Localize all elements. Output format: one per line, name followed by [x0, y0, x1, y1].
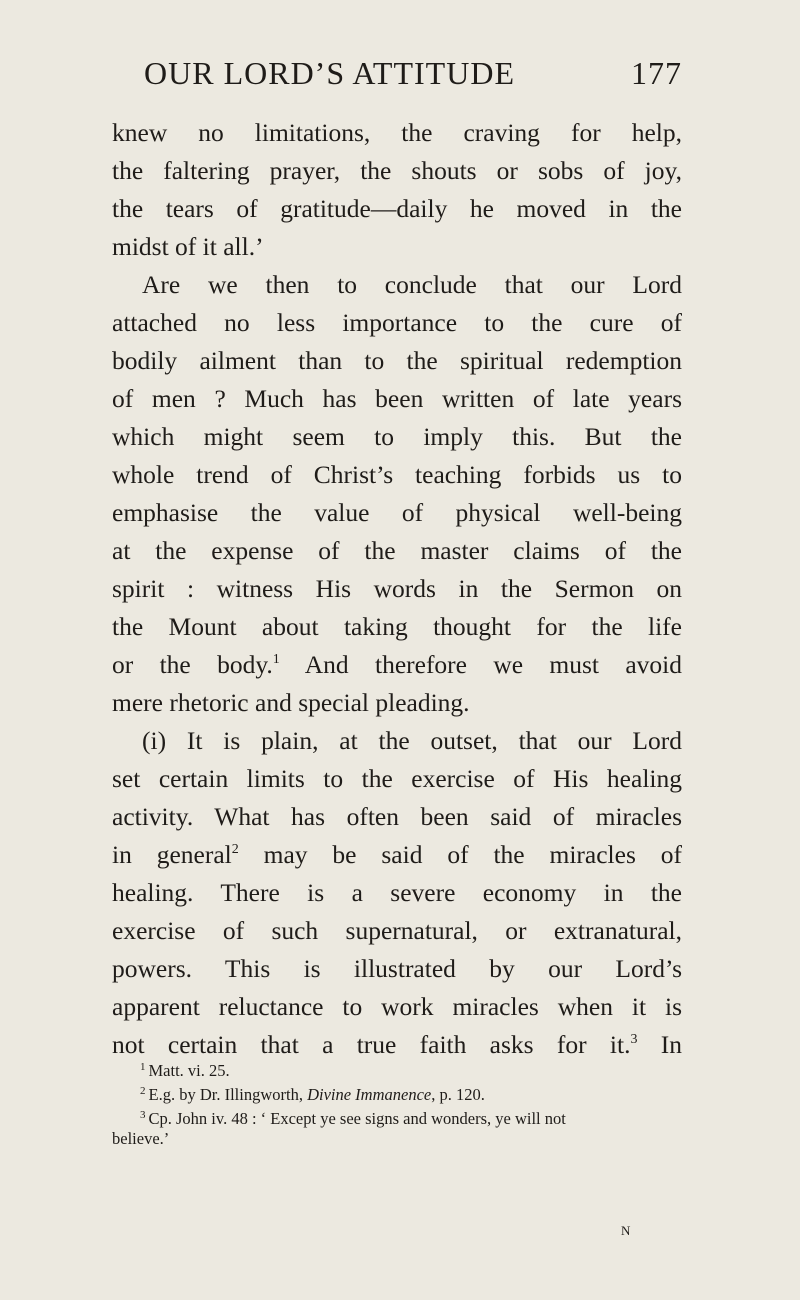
- signature-mark: N: [621, 1223, 632, 1238]
- footnote-text: E.g. by Dr. Illingworth,: [148, 1085, 308, 1104]
- text-line: at the expense of the master claims of the: [112, 536, 682, 565]
- footnote-reference: 3: [630, 1032, 638, 1047]
- running-head: [112, 55, 682, 95]
- body-text: [112, 114, 682, 1064]
- footnote: [112, 1079, 682, 1103]
- footnote-number: 2: [140, 1085, 146, 1097]
- text-line: of men ? Much has been written of late years: [112, 384, 682, 413]
- text-line: the faltering prayer, the shouts or sobs of joy,: [112, 156, 682, 185]
- text-segment: not certain that a true faith asks for it.: [112, 1030, 631, 1059]
- footnote-reference: 1: [272, 652, 280, 667]
- paragraph-start-line: (i) It is plain, at the outset, that our Lord: [142, 726, 682, 755]
- text-line: mere rhetoric and special pleading.: [112, 688, 470, 717]
- text-line: emphasise the value of physical well-being: [112, 498, 682, 527]
- text-line: healing. There is a severe economy in the: [112, 878, 682, 907]
- text-line: bodily ailment than to the spiritual redemption: [112, 346, 682, 375]
- footnote: [112, 1055, 682, 1079]
- text-line: [112, 646, 682, 684]
- footnote-continuation: believe.’: [112, 1129, 170, 1148]
- text-segment: or the body.: [112, 650, 273, 679]
- text-line: set certain limits to the exercise of His healing: [112, 764, 682, 793]
- text-line: exercise of such supernatural, or extranatural,: [112, 916, 682, 945]
- text-segment: In: [637, 1030, 682, 1059]
- text-line: attached no less importance to the cure of: [112, 308, 682, 337]
- running-head-title: OUR LORD’S ATTITUDE: [144, 55, 515, 91]
- text-line: spirit : witness His words in the Sermon on: [112, 574, 682, 603]
- text-line: activity. What has often been said of miracles: [112, 802, 682, 831]
- footnotes: [112, 1055, 682, 1151]
- footnote-number: 3: [140, 1109, 146, 1121]
- paragraph-start-line: Are we then to conclude that our Lord: [142, 270, 682, 299]
- text-line: the Mount about taking thought for the life: [112, 612, 682, 641]
- text-line: apparent reluctance to work miracles when it is: [112, 992, 682, 1021]
- text-line: the tears of gratitude—daily he moved in the: [112, 194, 682, 223]
- footnote-text: Cp. John iv. 48 : ‘ Except ye see signs and wonders, ye will not: [148, 1109, 566, 1128]
- footnote-book-title: Divine Immanence: [307, 1085, 432, 1104]
- text-segment: And therefore we must avoid: [279, 650, 682, 679]
- footnote-reference: 2: [231, 842, 239, 857]
- footnote-text: , p. 120.: [431, 1085, 485, 1104]
- text-segment: in general: [112, 840, 232, 869]
- text-segment: may be said of the miracles of: [238, 840, 682, 869]
- text-line: whole trend of Christ’s teaching forbids us to: [112, 460, 682, 489]
- text-line: powers. This is illustrated by our Lord’s: [112, 954, 682, 983]
- footnote-text: Matt. vi. 25.: [148, 1061, 230, 1080]
- footnote: [112, 1103, 682, 1127]
- text-line: [112, 836, 682, 874]
- text-line: which might seem to imply this. But the: [112, 422, 682, 451]
- text-line: knew no limitations, the craving for help,: [112, 118, 682, 147]
- footnote-number: 1: [140, 1061, 146, 1073]
- text-line: midst of it all.’: [112, 232, 264, 261]
- page-number: 177: [631, 55, 682, 91]
